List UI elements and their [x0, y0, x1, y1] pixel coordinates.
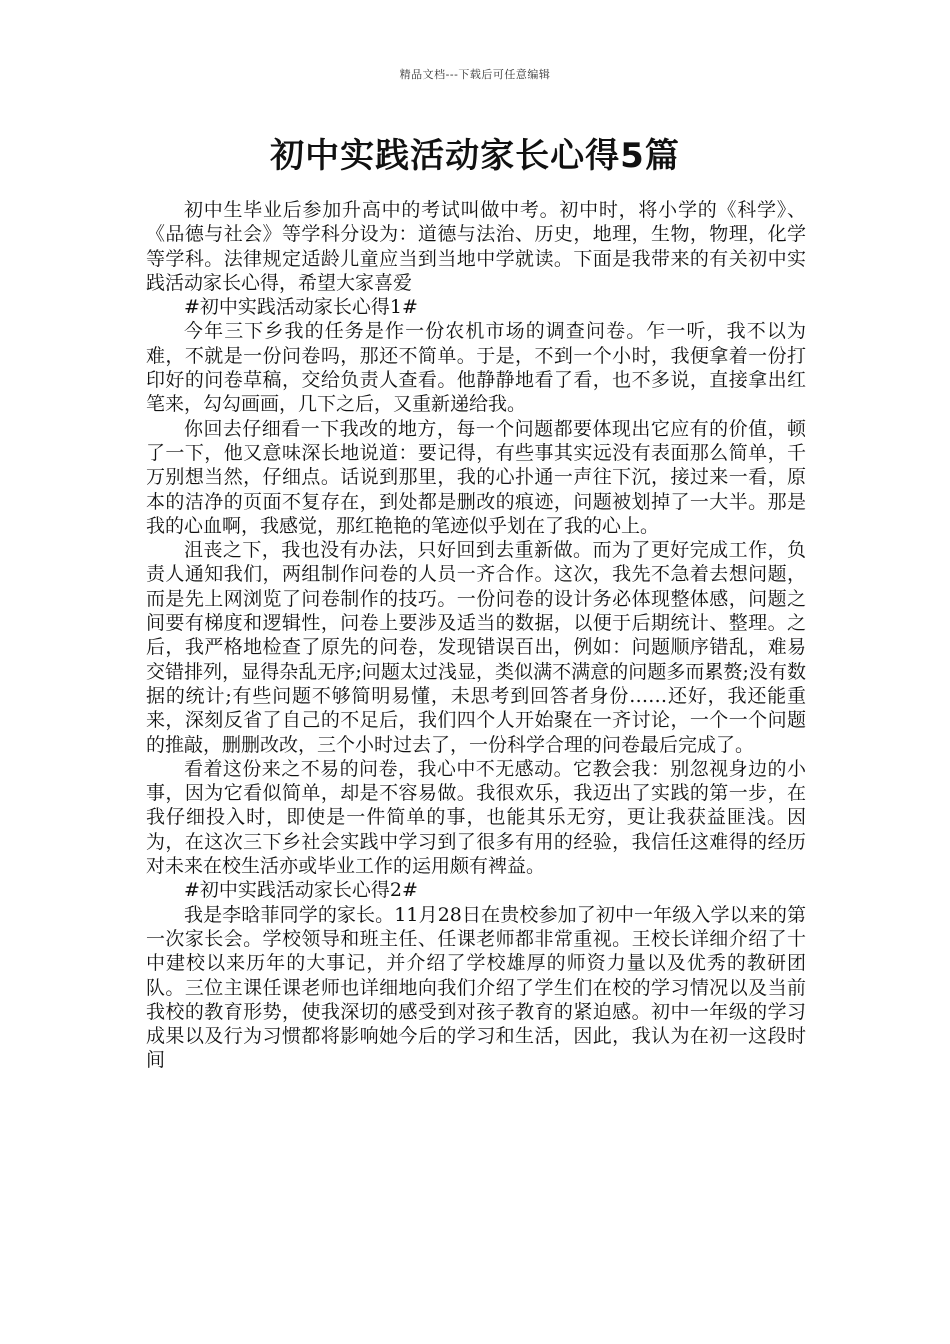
header-note: 精品文档---下载后可任意编辑: [399, 68, 551, 81]
body-paragraph: 沮丧之下，我也没有办法，只好回到去重新做。而为了更好完成工作，负责人通知我们，两组制作问卷的人员一齐合作。这次，我先不急着去想问题，而是先上网浏览了问卷制作的技巧。一份问卷的设计务必体现整体感，问题之间要有梯度和逻辑性，问卷上要涉及适当的数据，以便于后期统计、整理。之后，我严格地检查了原先的问卷，发现错误百出，例如：问题顺序错乱，难易交错排列，显得杂乱无序;问题太过浅显，类似满不满意的问题多而累赘;没有数据的统计;有些问题不够简明易懂，未思考到回答者身份……还好，我还能重来，深刻反省了自己的不足后，我们四个人开始聚在一齐讨论，一个一个问题的推敲，删删改改，三个小时过去了，一份科学合理的问卷最后完成了。: [146, 539, 806, 756]
intro-paragraph: 初中生毕业后参加升高中的考试叫做中考。初中时，将小学的《科学》、《品德与社会》等学科分设为：道德与法治、历史，地理，生物，物理，化学等学科。法律规定适龄儿童应当到当地中学就读。下面是我带来的有关初中实践活动家长心得，希望大家喜爱: [146, 199, 806, 294]
body-paragraph: 你回去仔细看一下我改的地方，每一个问题都要体现出它应有的价值，顿了一下，他又意味深长地说道：要记得，有些事其实远没有表面那么简单，千万别想当然，仔细点。话说到那里，我的心扑通一声往下沉，接过来一看，原本的洁净的页面不复存在，到处都是删改的痕迹，问题被划掉了一大半。那是我的心血啊，我感觉，那红艳艳的笔迹似乎划在了我的心上。: [146, 417, 806, 537]
section-heading-2: #初中实践活动家长心得2#: [184, 879, 418, 902]
document-body: [146, 198, 806, 1073]
body-paragraph: 今年三下乡我的任务是作一份农机市场的调查问卷。乍一听，我不以为难，不就是一份问卷吗，那还不简单。于是，不到一个小时，我便拿着一份打印好的问卷草稿，交给负责人查看。他静静地看了看，也不多说，直接拿出红笔来，勾勾画画，几下之后，又重新递给我。: [146, 320, 806, 416]
body-paragraph: 我是李晗菲同学的家长。11月28日在贵校参加了初中一年级入学以来的第一次家长会。学校领导和班主任、任课老师都非常重视。王校长详细介绍了十中建校以来历年的大事记，并介绍了学校雄厚的师资力量以及优秀的教研团队。三位主课任课老师也详细地向我们介绍了学生们在校的学习情况以及当前我校的教育形势，使我深切的感受到对孩子教育的紧迫感。初中一年级的学习成果以及行为习惯都将影响她今后的学习和生活，因此，我认为在初一这段时间: [146, 903, 806, 1072]
body-paragraph: 看着这份来之不易的问卷，我心中不无感动。它教会我：别忽视身边的小事，因为它看似简单，却是不容易做。我很欢乐，我迈出了实践的第一步，在我仔细投入时，即使是一件简单的事，也能其乐无穷，更让我获益匪浅。因为，在这次三下乡社会实践中学习到了很多有用的经验，我信任这难得的经历对未来在校生活亦或毕业工作的运用颇有裨益。: [146, 757, 806, 878]
document-title: 初中实践活动家长心得5篇: [270, 136, 680, 176]
section-heading-1: #初中实践活动家长心得1#: [184, 296, 418, 319]
